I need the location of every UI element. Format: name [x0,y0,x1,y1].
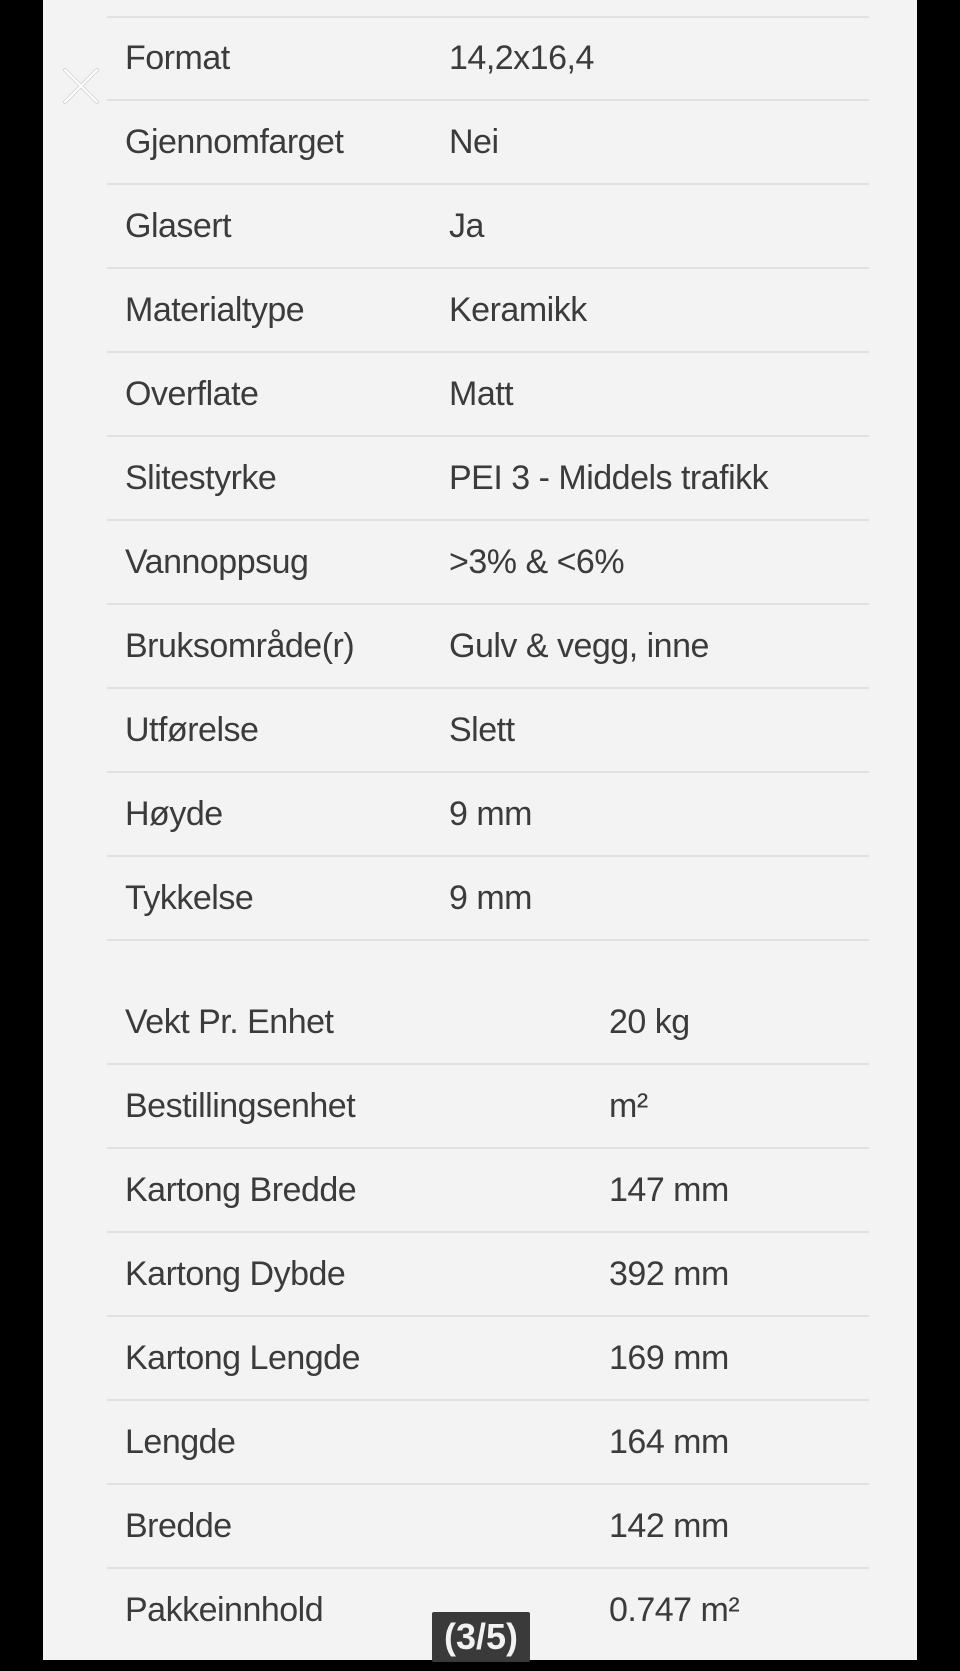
spec-label: Overflate [125,375,259,413]
spec-row [107,773,869,857]
logistics-label: Vekt Pr. Enhet [125,1003,334,1041]
spec-value: 14,2x16,4 [449,39,594,77]
logistics-value: 20 kg [609,1003,690,1041]
logistics-value: 0.747 m² [609,1591,740,1629]
spec-row [107,521,869,605]
logistics-value: 169 mm [609,1339,729,1377]
logistics-label: Bestillingsenhet [125,1087,356,1125]
logistics-row [107,1149,869,1233]
spec-label: Materialtype [125,291,305,329]
spec-value: 9 mm [449,879,532,917]
close-icon [61,66,101,106]
spec-row [107,437,869,521]
logistics-row [107,1233,869,1317]
logistics-row [107,981,869,1065]
spec-value: Nei [449,123,499,161]
logistics-label: Kartong Dybde [125,1255,346,1293]
spec-label: Gjennomfarget [125,123,344,161]
spec-label: Glasert [125,207,232,245]
logistics-row [107,1485,869,1569]
spec-value: PEI 3 - Middels trafikk [449,459,769,497]
spec-row [107,605,869,689]
spec-row [107,269,869,353]
spec-label: Tykkelse [125,879,254,917]
spec-row [107,185,869,269]
spec-label: Slitestyrke [125,459,277,497]
spec-label: Utførelse [125,711,259,749]
spec-row [107,857,869,941]
logistics-value: 147 mm [609,1171,729,1209]
spec-label: Bruksområde(r) [125,627,355,665]
spec-label: Høyde [125,795,223,833]
logistics-row [107,1401,869,1485]
product-specs-table [107,17,869,941]
spec-row [107,101,869,185]
logistics-value: 142 mm [609,1507,729,1545]
spec-row [107,17,869,101]
logistics-label: Bredde [125,1507,232,1545]
logistics-value: m² [609,1087,648,1125]
image-counter: (3/5) [432,1612,530,1662]
spec-value: Keramikk [449,291,587,329]
spec-label: Vannoppsug [125,543,309,581]
logistics-label: Lengde [125,1423,236,1461]
logistics-label: Kartong Bredde [125,1171,357,1209]
logistics-value: 392 mm [609,1255,729,1293]
spec-row [107,689,869,773]
spec-value: Gulv & vegg, inne [449,627,709,665]
spec-value: Matt [449,375,514,413]
logistics-specs-table [107,981,869,1651]
logistics-label: Pakkeinnhold [125,1591,324,1629]
spec-value: Ja [449,207,484,245]
spec-row [107,353,869,437]
logistics-value: 164 mm [609,1423,729,1461]
spec-label: Format [125,39,230,77]
spec-value: Slett [449,711,515,749]
spec-value: >3% & <6% [449,543,625,581]
logistics-row [107,1065,869,1149]
logistics-label: Kartong Lengde [125,1339,360,1377]
close-button[interactable] [61,66,101,106]
logistics-row [107,1317,869,1401]
screenshot-frame [43,0,917,1660]
spec-value: 9 mm [449,795,532,833]
